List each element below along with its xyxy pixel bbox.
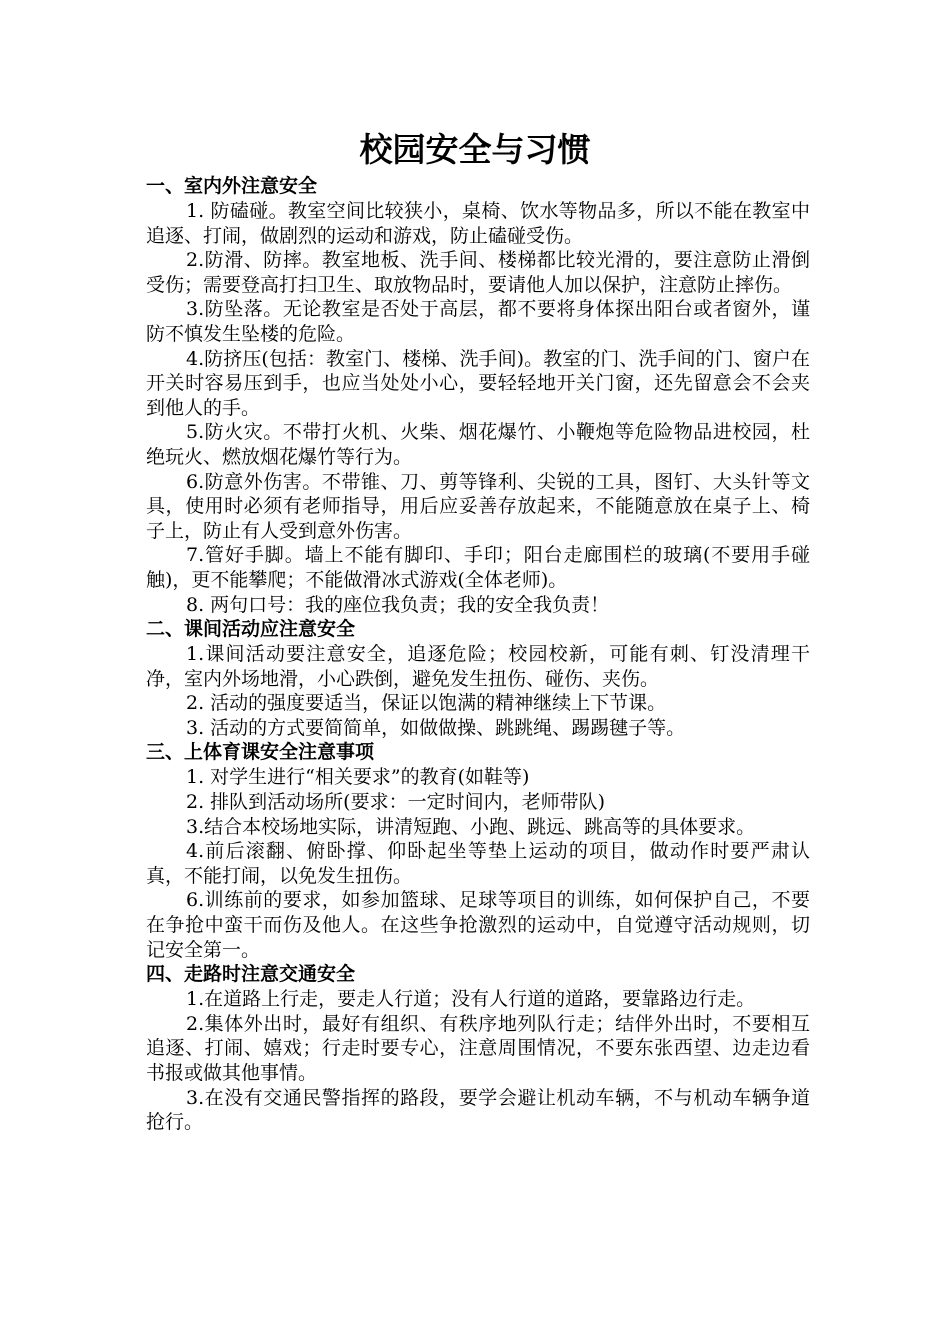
paragraph: 4.前后滚翻、俯卧撑、仰卧起坐等垫上运动的项目，做动作时要严肃认真，不能打闹，以免发生扭伤。	[146, 840, 810, 887]
paragraph: 2.集体外出时，最好有组织、有秩序地列队行走；结伴外出时，不要相互追逐、打闹、嬉戏；行走时要专心，注意周围情况，不要东张西望、边走边看书报或做其他事情。	[146, 1012, 810, 1084]
paragraph: 2. 活动的强度要适当，保证以饱满的精神继续上下节课。	[186, 692, 667, 715]
paragraph: 3. 活动的方式要简简单，如做做操、跳跳绳、踢踢毽子等。	[186, 716, 686, 739]
section-recess-safety	[146, 617, 810, 740]
section-heading: 二、课间活动应注意安全	[146, 618, 356, 641]
paragraph: 2. 排队到活动场所(要求：一定时间内，老师带队)	[186, 791, 605, 814]
section-indoor-outdoor-safety	[146, 174, 810, 617]
paragraph: 3.结合本校场地实际，讲清短跑、小跑、跳远、跳高等的具体要求。	[186, 815, 756, 838]
paragraph: 1.在道路上行走，要走人行道；没有人行道的道路，要靠路边行走。	[186, 988, 756, 1011]
paragraph: 1.课间活动要注意安全，追逐危险；校园校新，可能有刺、钉没清理干净，室内外场地滑，小心跌倒，避免发生扭伤、碰伤、夹伤。	[146, 643, 810, 690]
paragraph: 1. 防磕碰。教室空间比较狭小，桌椅、饮水等物品多，所以不能在教室中追逐、打闹，做剧烈的运动和游戏，防止磕碰受伤。	[146, 200, 810, 247]
paragraph: 8. 两句口号：我的座位我负责；我的安全我负责！	[186, 593, 610, 616]
document-title: 校园安全与习惯	[359, 130, 591, 169]
section-traffic-safety	[146, 962, 810, 1135]
document-body	[146, 174, 810, 1135]
paragraph: 1. 对学生进行“相关要求”的教育(如鞋等)	[186, 766, 530, 789]
paragraph: 4.防挤压(包括：教室门、楼梯、洗手间)。教室的门、洗手间的门、窗户在开关时容易压到手，也应当处处小心，要轻轻地开关门窗，还先留意会不会夹到他人的手。	[146, 347, 810, 419]
paragraph: 5.防火灾。不带打火机、火柴、烟花爆竹、小鞭炮等危险物品进校园，杜绝玩火、燃放烟花爆竹等行为。	[146, 421, 810, 468]
paragraph: 6.防意外伤害。不带锥、刀、剪等锋利、尖锐的工具，图钉、大头针等文具，使用时必须有老师指导，用后应妥善存放起来，不能随意放在桌子上、椅子上，防止有人受到意外伤害。	[146, 470, 810, 542]
paragraph: 3.在没有交通民警指挥的路段，要学会避让机动车辆，不与机动车辆争道抢行。	[146, 1086, 810, 1134]
section-heading: 三、上体育课安全注意事项	[146, 741, 375, 764]
section-heading: 四、走路时注意交通安全	[146, 963, 356, 986]
paragraph: 3.防坠落。无论教室是否处于高层，都不要将身体探出阳台或者窗外，谨防不慎发生坠楼的危险。	[146, 298, 810, 345]
paragraph: 6.训练前的要求，如参加篮球、足球等项目的训练，如何保护自己，不要在争抢中蛮干而伤及他人。在这些争抢激烈的运动中，自觉遵守活动规则，切记安全第一。	[146, 889, 810, 961]
section-pe-class-safety	[146, 740, 810, 962]
paragraph: 7.管好手脚。墙上不能有脚印、手印；阳台走廊围栏的玻璃(不要用手碰触)，更不能攀爬；不能做滑冰式游戏(全体老师)。	[146, 544, 810, 591]
paragraph: 2.防滑、防摔。教室地板、洗手间、楼梯都比较光滑的，要注意防止滑倒受伤；需要登高打扫卫生、取放物品时，要请他人加以保护，注意防止摔伤。	[146, 249, 810, 296]
section-heading: 一、室内外注意安全	[146, 175, 318, 197]
